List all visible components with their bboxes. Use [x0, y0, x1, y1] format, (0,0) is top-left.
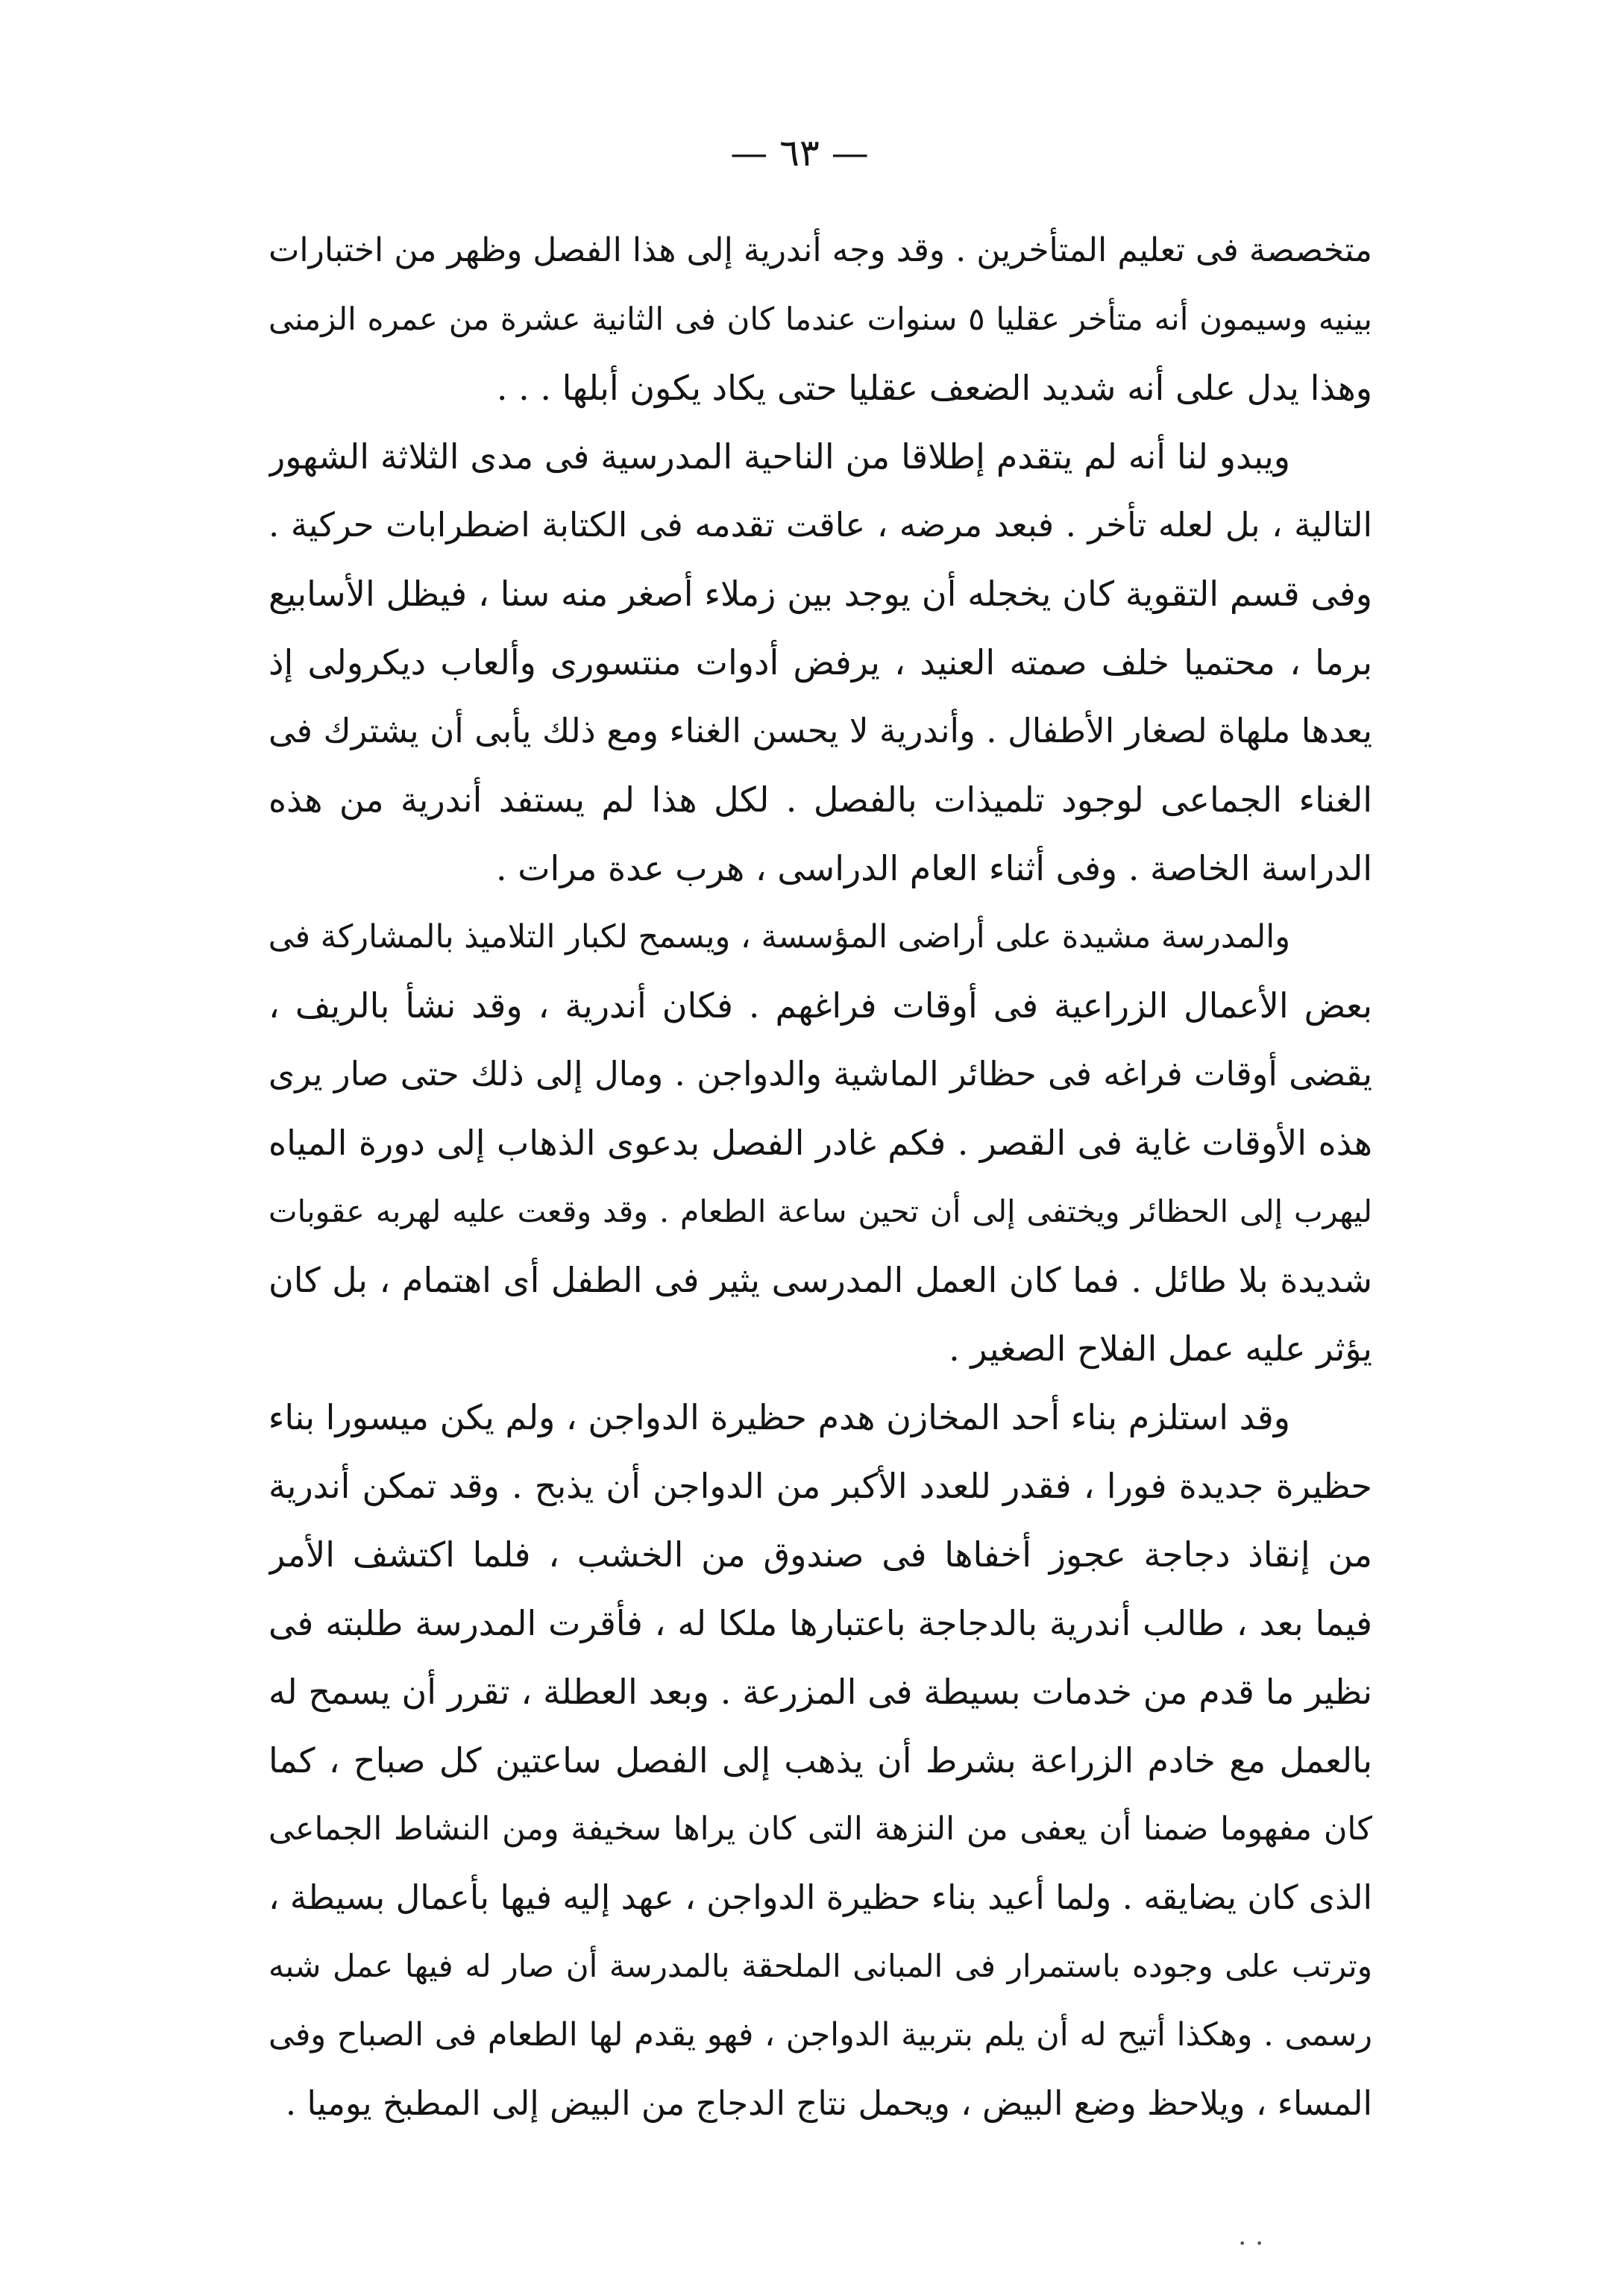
- body-text: [268, 216, 1372, 2138]
- text-line: بالعمل مع خادم الزراعة بشرط أن يذهب إلى الفصل ساعتين كل صباح ، كما: [268, 1740, 1372, 1781]
- text-line: وترتب على وجوده باستمرار فى المبانى الملحقة بالمدرسة أن صار له فيها عمل شبه: [268, 1948, 1372, 1984]
- text-line: رسمى . وهكذا أتيح له أن يلم بتربية الدواجن ، فهو يقدم لها الطعام فى الصباح وفى: [268, 2016, 1372, 2054]
- text-line: يعدها ملهاة لصغار الأطفال . وأندرية لا يحسن الغناء ومع ذلك يأبى أن يشترك فى: [268, 711, 1372, 750]
- text-line: شديدة بلا طائل . فما كان العمل المدرسى يثير فى الطفل أى اهتمام ، بل كان: [268, 1260, 1372, 1300]
- text-line: الغناء الجماعى لوجود تلميذات بالفصل . لكل هذا لم يستفد أندرية من هذه: [268, 780, 1372, 820]
- text-line: المساء ، ويلاحظ وضع البيض ، ويحمل نتاج الدجاج من البيض إلى المطبخ يوميا .: [285, 2083, 1372, 2123]
- page-number: — ٦٣ —: [730, 131, 869, 175]
- text-line: من إنقاذ دجاجة عجوز أخفاها فى صندوق من الخشب ، فلما اكتشف الأمر: [268, 1534, 1372, 1575]
- text-line: وفى قسم التقوية كان يخجله أن يوجد بين زملاء أصغر منه سنا ، فيظل الأسابيع: [268, 574, 1372, 614]
- text-line: متخصصة فى تعليم المتأخرين . وقد وجه أندرية إلى هذا الفصل وظهر من اختبارات: [268, 231, 1372, 269]
- text-line: ليهرب إلى الحظائر ويختفى إلى أن تحين ساعة الطعام . وقد وقعت عليه لهربه عقوبات: [268, 1194, 1372, 1229]
- text-line: والمدرسة مشيدة على أراضى المؤسسة ، ويسمح لكبار التلاميذ بالمشاركة فى: [268, 918, 1290, 956]
- text-line: وهذا يدل على أنه شديد الضعف عقليا حتى يكاد يكون أبلها . . .: [496, 368, 1372, 408]
- text-line: هذه الأوقات غاية فى القصر . فكم غادر الفصل بدعوى الذهاب إلى دورة المياه: [268, 1123, 1372, 1163]
- text-line: التالية ، بل لعله تأخر . فبعد مرضه ، عاقت تقدمه فى الكتابة اضطرابات حركية .: [268, 505, 1372, 545]
- text-line: وقد استلزم بناء أحد المخازن هدم حظيرة الدواجن ، ولم يكن ميسورا بناء: [268, 1397, 1290, 1437]
- text-line: نظير ما قدم من خدمات بسيطة فى المزرعة . وبعد العطلة ، تقرر أن يسمح له: [268, 1672, 1372, 1712]
- text-line: كان مفهوما ضمنا أن يعفى من النزهة التى كان يراها سخيفة ومن النشاط الجماعى: [268, 1810, 1372, 1848]
- text-line: بينيه وسيمون أنه متأخر عقليا ٥ سنوات عندما كان فى الثانية عشرة من عمره الزمنى: [268, 301, 1372, 337]
- stray-marks: . .: [1238, 2221, 1264, 2251]
- text-line: يقضى أوقات فراغه فى حظائر الماشية والدواجن . ومال إلى ذلك حتى صار يرى: [268, 1054, 1372, 1094]
- text-line: ويبدو لنا أنه لم يتقدم إطلاقا من الناحية المدرسية فى مدى الثلاثة الشهور: [268, 436, 1290, 477]
- text-line: الدراسة الخاصة . وفى أثناء العام الدراسى ، هرب عدة مرات .: [496, 848, 1372, 888]
- text-line: حظيرة جديدة فورا ، فقدر للعدد الأكبر من الدواجن أن يذبح . وقد تمكن أندرية: [268, 1466, 1372, 1506]
- text-line: برما ، محتميا خلف صمته العنيد ، يرفض أدوات منتسورى وألعاب ديكرولى إذ: [268, 642, 1372, 683]
- text-line: الذى كان يضايقه . ولما أعيد بناء حظيرة الدواجن ، عهد إليه فيها بأعمال بسيطة ،: [268, 1878, 1372, 1917]
- text-line: فيما بعد ، طالب أندرية بالدجاجة باعتبارها ملكا له ، فأقرت المدرسة طلبته فى: [268, 1603, 1372, 1643]
- text-line: بعض الأعمال الزراعية فى أوقات فراغهم . فكان أندرية ، وقد نشأ بالريف ،: [268, 985, 1372, 1026]
- text-line: يؤثر عليه عمل الفلاح الصغير .: [949, 1329, 1372, 1369]
